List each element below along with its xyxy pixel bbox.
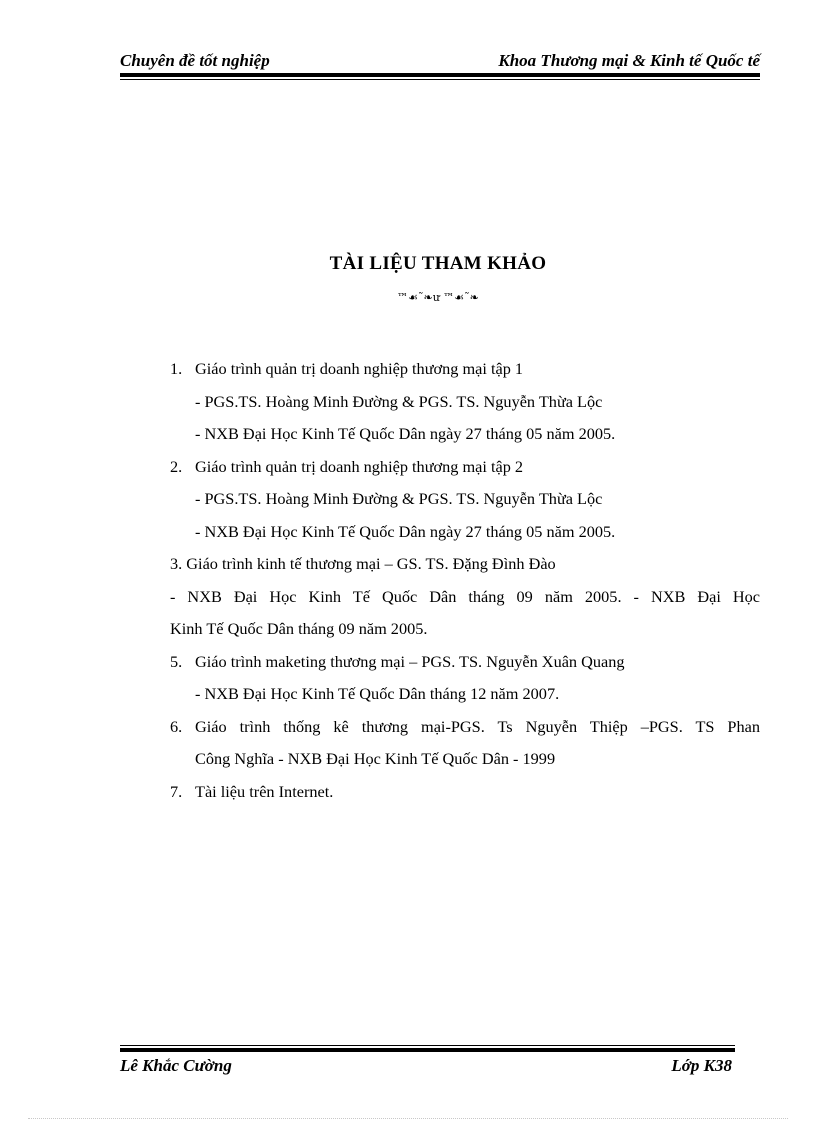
item-publisher: - NXB Đại Học Kinh Tế Quốc Dân tháng 09 năm 2005. - NXB Đại Học: [170, 586, 760, 606]
item-number: 5.: [170, 651, 183, 671]
item-number: 1.: [170, 359, 183, 378]
list-item: [170, 711, 760, 744]
title-ornament: ™☙˜❧ư ™☙˜❧: [397, 291, 479, 304]
item-publisher: - NXB Đại Học Kinh Tế Quốc Dân ngày 27 tháng 05 năm 2005.: [195, 424, 616, 443]
header-thesis-label: Chuyên đề tốt nghiệp: [120, 51, 270, 70]
item-publisher: - NXB Đại Học Kinh Tế Quốc Dân ngày 27 tháng 05 năm 2005.: [195, 521, 616, 541]
item-authors: - PGS.TS. Hoàng Minh Đường & PGS. TS. Nguyễn Thừa Lộc: [195, 391, 603, 411]
footer-class: Lớp K38: [671, 1056, 732, 1075]
header-rule-thick: [120, 73, 760, 77]
list-item: [170, 776, 760, 809]
page-header: [120, 50, 760, 72]
item-title: Tài liệu trên Internet.: [195, 781, 334, 801]
list-item: [170, 646, 760, 679]
item-title: Giáo trình quản trị doanh nghiệp thương mại tập 2: [195, 456, 524, 476]
item-title: Giáo trình thống kê thương mại-PGS. Ts Nguyễn Thiệp –PGS. TS Phan: [195, 716, 760, 736]
page-edge-dots: [28, 1118, 788, 1119]
page-footer: [120, 1054, 732, 1078]
item-authors: - PGS.TS. Hoàng Minh Đường & PGS. TS. Nguyễn Thừa Lộc: [195, 489, 603, 508]
item-title: Giáo trình quản trị doanh nghiệp thương mại tập 1: [195, 359, 524, 378]
footer-rule-thick: [120, 1048, 735, 1052]
item-title: Giáo trình maketing thương mại – PGS. TS. Nguyễn Xuân Quang: [195, 651, 625, 671]
item-number: 7.: [170, 781, 183, 801]
header-faculty-label: Khoa Thương mại & Kinh tế Quốc tế: [498, 51, 760, 70]
header-rule-thin: [120, 79, 760, 80]
list-item: [170, 451, 760, 484]
list-item: [170, 353, 760, 386]
reference-list: [170, 353, 760, 808]
item-publisher: - NXB Đại Học Kinh Tế Quốc Dân tháng 12 năm 2007.: [195, 684, 560, 703]
page-title: TÀI LIỆU THAM KHẢO: [329, 253, 547, 274]
footer-rule-thin: [120, 1045, 735, 1046]
item-number: 2.: [170, 456, 183, 476]
list-item: 3. Giáo trình kinh tế thương mại – GS. TS. Đặng Đình Đào: [170, 554, 556, 573]
item-number: 6.: [170, 716, 183, 736]
item-publisher-continued: Kinh Tế Quốc Dân tháng 09 năm 2005.: [170, 619, 428, 638]
item-title-continued: Công Nghĩa - NXB Đại Học Kinh Tế Quốc Dân - 1999: [195, 749, 556, 768]
footer-author: Lê Khắc Cường: [120, 1056, 232, 1075]
